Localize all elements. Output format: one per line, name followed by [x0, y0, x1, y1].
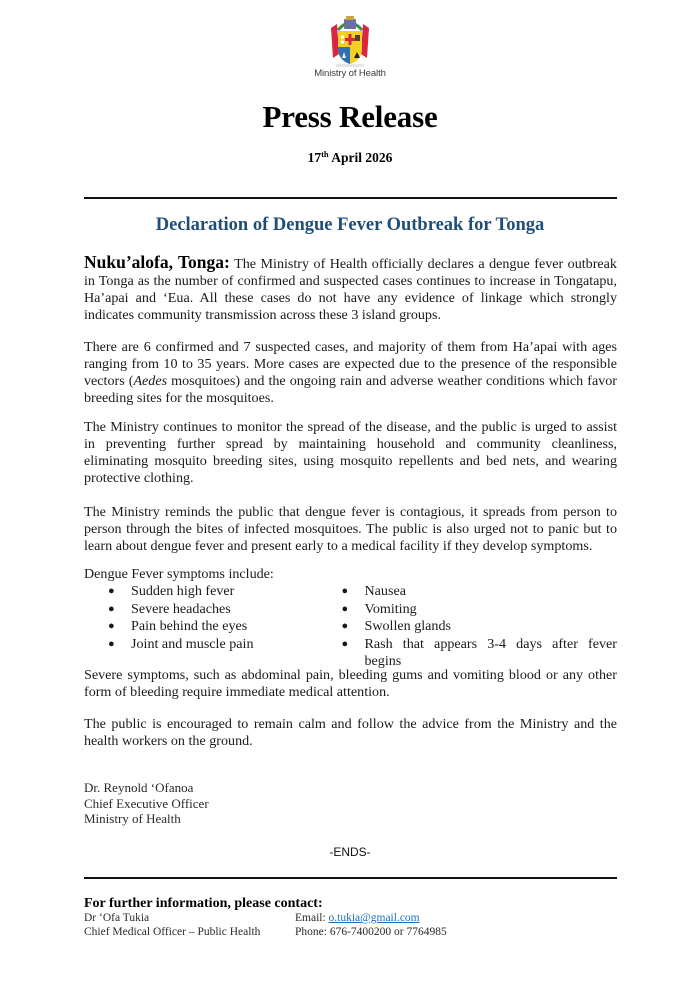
- paragraph-prevention-text: The Ministry continues to monitor the spread of the disease, and the public is urged to assist in preventing further spread by maintaining household and community cleanliness, eliminating mosquito breeding sites, using mosquito repellents and bed nets, and wearing protective clothing.: [84, 419, 617, 486]
- signatory-position: Chief Executive Officer: [84, 795, 209, 811]
- symptom-label: Severe headaches: [131, 600, 231, 617]
- list-item: [108, 601, 317, 619]
- bullet-icon: ●: [108, 620, 115, 632]
- phone-label: Phone:: [295, 926, 330, 938]
- date-rest: April 2026: [328, 150, 393, 165]
- paragraph-cases: [84, 339, 617, 407]
- paragraph-prevention: [84, 419, 617, 487]
- list-item: [341, 636, 617, 671]
- email-label: Email:: [295, 912, 329, 924]
- signatory-organization: Ministry of Health: [84, 811, 181, 826]
- top-divider: [84, 197, 617, 199]
- paragraph-severe-symptoms-text: Severe symptoms, such as abdominal pain, bleeding gums and vomiting blood or any other form of bleeding require immediate medical attention.: [84, 667, 617, 700]
- contact-name: Dr ‘Ofa Tukia: [84, 912, 150, 924]
- list-item: [108, 618, 317, 636]
- aedes-italic: Aedes: [133, 373, 168, 389]
- paragraph-cases-text-1: There are 6 confirmed and 7 suspected cases, and majority of them from Ha’apai with ages ranging from 10 to 35 years. More cases are expected due to the presence of the responsible vectors (: [84, 339, 617, 389]
- contact-role: Chief Medical Officer – Public Health: [84, 926, 261, 938]
- contact-phone-line: [295, 925, 624, 939]
- bullet-icon: ●: [341, 585, 349, 597]
- paragraph-intro-text: The Ministry of Health officially declares a dengue fever outbreak in Tonga as the number of confirmed and suspected cases continues to increase in Tongatapu, Ha’apai and ‘Eua. All these cases do not have any evidence of linkage which strongly indicates community transmission across these 3 island groups.: [84, 256, 617, 323]
- contact-email-line: [295, 911, 624, 925]
- symptoms-list: [84, 583, 617, 671]
- bullet-icon: ●: [108, 637, 115, 650]
- date-day: 17: [307, 150, 322, 165]
- paragraph-advice: [84, 716, 617, 750]
- paragraph-transmission-text: The Ministry reminds the public that dengue fever is contagious, it spreads from person to person through the bites of infected mosquitoes. The public is also urged not to panic but to learn about dengue fever and present early to a medical facility if they develop symptoms.: [84, 504, 617, 554]
- bullet-icon: ●: [341, 637, 349, 650]
- headline: Declaration of Dengue Fever Outbreak for Tonga: [155, 215, 545, 235]
- signature-block: [84, 780, 209, 827]
- email-link[interactable]: o.tukia@gmail.com: [328, 912, 420, 924]
- dateline: Nuku’alofa, Tonga:: [84, 252, 230, 272]
- paragraph-intro: [84, 254, 617, 324]
- symptom-label: Pain behind the eyes: [131, 618, 248, 634]
- symptoms-section: [84, 566, 617, 671]
- list-item: [108, 636, 317, 654]
- page-title: Press Release: [262, 99, 438, 134]
- signatory-name: Dr. Reynold ‘Ofanoa: [84, 780, 194, 795]
- symptom-label: Joint and muscle pain: [131, 635, 254, 652]
- symptom-label: Nausea: [364, 583, 406, 599]
- bullet-icon: ●: [341, 620, 349, 632]
- symptoms-intro: Dengue Fever symptoms include:: [84, 566, 274, 582]
- contact-details: [84, 911, 624, 939]
- logo-caption: Ministry of Health: [314, 68, 386, 79]
- list-item: [341, 618, 617, 636]
- contact-block: [84, 896, 624, 939]
- bullet-icon: ●: [341, 602, 349, 615]
- bullet-icon: ●: [108, 602, 115, 615]
- list-item: [341, 601, 617, 619]
- symptoms-column-left: [84, 583, 317, 671]
- symptom-label: Rash that appears 3-4 days after fever begins: [364, 635, 617, 669]
- release-date: [0, 150, 700, 166]
- symptom-label: Vomiting: [364, 600, 417, 617]
- symptom-label: Sudden high fever: [131, 583, 235, 599]
- contact-heading: For further information, please contact:: [84, 896, 323, 911]
- symptoms-column-right: [317, 583, 617, 671]
- symptom-label: Swollen glands: [364, 618, 452, 634]
- list-item: [341, 583, 617, 601]
- ministry-logo: [300, 14, 400, 79]
- paragraph-transmission: [84, 504, 617, 555]
- paragraph-severe-symptoms: [84, 667, 617, 701]
- bottom-divider: [84, 877, 617, 879]
- bullet-icon: ●: [108, 585, 115, 597]
- paragraph-advice-text: The public is encouraged to remain calm and follow the advice from the Ministry and the health workers on the ground.: [84, 716, 617, 749]
- phone-number: 676-7400200 or 7764985: [329, 926, 447, 938]
- tonga-coat-of-arms-icon: [327, 14, 373, 68]
- date-suffix: th: [321, 149, 329, 159]
- ends-marker: -ENDS-: [329, 845, 371, 859]
- paragraph-cases-text-2: mosquitoes) and the ongoing rain and adverse weather conditions which favor breeding sites for the mosquitoes.: [84, 373, 617, 406]
- list-item: [108, 583, 317, 601]
